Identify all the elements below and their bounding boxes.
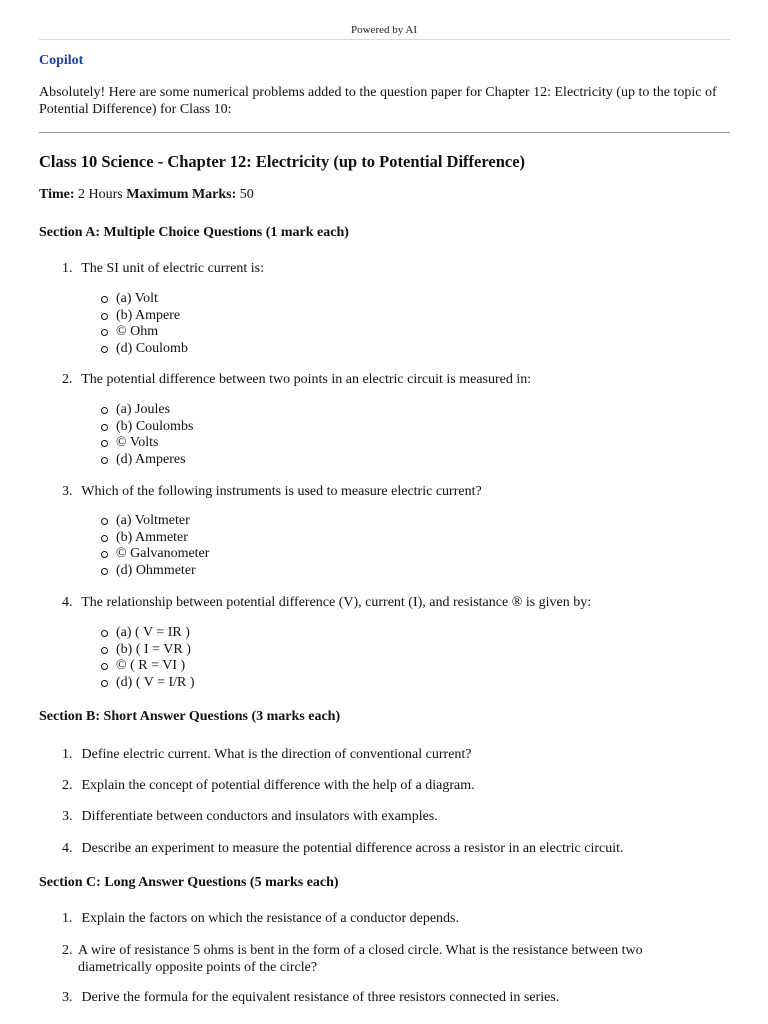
question-text: Explain the factors on which the resistance of a conductor depends. [81, 911, 459, 926]
question-number: 3. [62, 990, 73, 1005]
question-a2 [62, 371, 531, 388]
question-a3 [62, 483, 482, 500]
time-label: Time: [39, 187, 75, 202]
question-text: Explain the concept of potential difference with the help of a diagram. [81, 778, 475, 793]
question-text: Differentiate between conductors and insulators with examples. [81, 809, 438, 824]
question-c2 [62, 942, 718, 976]
question-number: 4. [62, 595, 73, 610]
option: (a) Voltmeter [100, 513, 209, 530]
options-a3 [100, 513, 209, 579]
intro-text: Absolutely! Here are some numerical problems added to the question paper for Chapter 12: Electricity (up to the topic of Potential Difference) for Class 10: [39, 85, 717, 117]
section-a-heading: Section A: Multiple Choice Questions (1 mark each) [39, 225, 349, 240]
question-number: 2. [62, 778, 73, 793]
option: © Volts [100, 435, 193, 452]
question-b1 [62, 746, 472, 763]
question-number: 4. [62, 841, 73, 856]
question-text: Define electric current. What is the direction of conventional current? [81, 747, 472, 762]
options-a2 [100, 402, 193, 468]
options-a1 [100, 291, 188, 357]
question-text: Derive the formula for the equivalent resistance of three resistors connected in series. [81, 990, 560, 1005]
option: (a) ( V = IR ) [100, 625, 195, 642]
paper-title: Class 10 Science - Chapter 12: Electricity (up to Potential Difference) [39, 152, 526, 171]
marks-value: 50 [239, 187, 254, 202]
option: (b) Ammeter [100, 530, 209, 547]
content-divider [39, 132, 730, 133]
option: © ( R = VI ) [100, 658, 195, 675]
question-number: 1. [62, 261, 73, 276]
option: (a) Volt [100, 291, 188, 308]
question-text: The relationship between potential difference (V), current (I), and resistance ® is given by: [81, 595, 592, 610]
option: © Galvanometer [100, 546, 209, 563]
question-text: A wire of resistance 5 ohms is bent in the form of a closed circle. What is the resistance between two diametrically opposite points of the circle? [78, 943, 643, 975]
question-number: 1. [62, 747, 73, 762]
question-text: The potential difference between two points in an electric circuit is measured in: [81, 372, 532, 387]
question-number: 2. [62, 372, 73, 387]
section-c-heading: Section C: Long Answer Questions (5 marks each) [39, 875, 339, 890]
question-text: Describe an experiment to measure the potential difference across a resistor in an electric circuit. [81, 841, 624, 856]
section-b-heading: Section B: Short Answer Questions (3 marks each) [39, 709, 341, 724]
time-value: 2 Hours [78, 187, 123, 202]
question-b3 [62, 808, 438, 825]
option: (d) ( V = I/R ) [100, 675, 195, 692]
options-a4 [100, 625, 195, 691]
option: © Ohm [100, 324, 188, 341]
question-text: Which of the following instruments is used to measure electric current? [81, 484, 482, 499]
option: (d) Ohmmeter [100, 563, 209, 580]
powered-by-text: Powered by AI [351, 24, 417, 36]
option: (d) Coulomb [100, 341, 188, 358]
assistant-name: Copilot [39, 53, 84, 68]
question-a1 [62, 260, 264, 277]
question-text: The SI unit of electric current is: [81, 261, 264, 276]
question-number: 3. [62, 484, 73, 499]
option: (b) Coulombs [100, 419, 193, 436]
question-number: 1. [62, 911, 73, 926]
question-c3 [62, 989, 559, 1006]
question-b2 [62, 777, 475, 794]
option: (d) Amperes [100, 452, 193, 469]
option: (b) ( I = VR ) [100, 642, 195, 659]
paper-meta [39, 187, 254, 203]
question-number: 3. [62, 809, 73, 824]
question-c1 [62, 910, 459, 927]
option: (b) Ampere [100, 308, 188, 325]
question-b4 [62, 840, 624, 857]
question-number: 2. [62, 943, 73, 958]
header-divider [39, 39, 730, 40]
question-a4 [62, 594, 591, 611]
marks-label: Maximum Marks: [126, 187, 237, 202]
option: (a) Joules [100, 402, 193, 419]
